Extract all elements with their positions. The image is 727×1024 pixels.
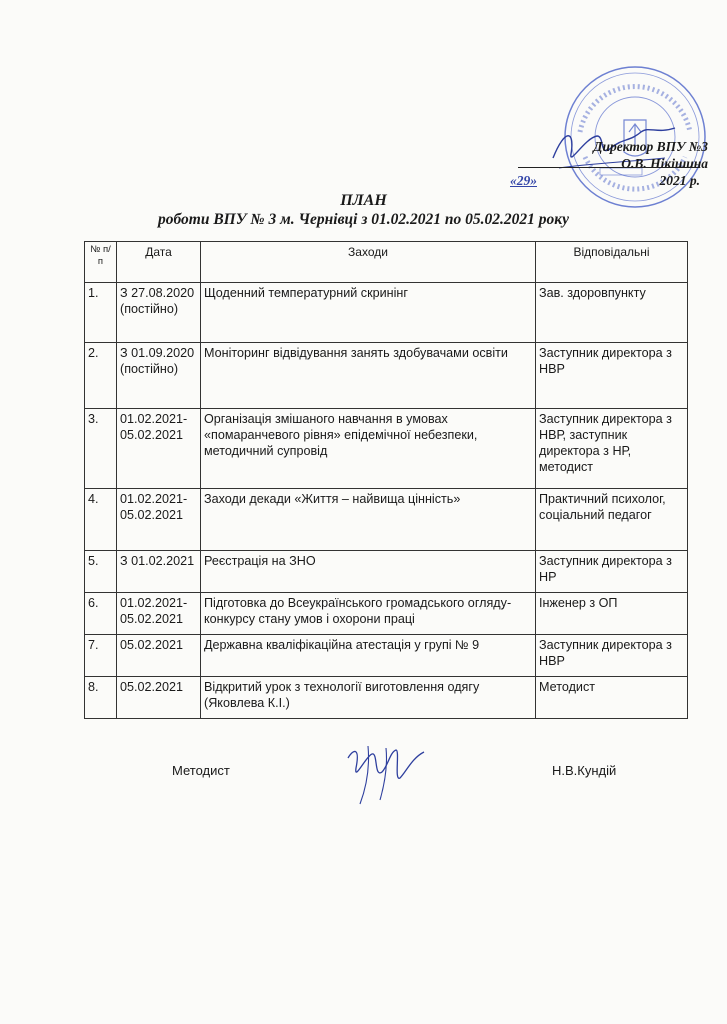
table-row — [85, 593, 688, 635]
row-date: 05.02.2021 — [117, 635, 201, 677]
header-date: Дата — [117, 242, 201, 283]
header-responsible: Відповідальні — [536, 242, 688, 283]
table-row — [85, 283, 688, 343]
row-date: З 27.08.2020 (постійно) — [117, 283, 201, 343]
row-responsible: Інженер з ОП — [536, 593, 688, 635]
header-number: № п/п — [85, 242, 117, 283]
approval-year: 2021 р. — [659, 173, 700, 188]
page-subtitle: роботи ВПУ № 3 м. Чернівці з 01.02.2021 по 05.02.2021 року — [158, 211, 569, 228]
row-date: 05.02.2021 — [117, 677, 201, 719]
row-responsible: Заступник директора з НР — [536, 551, 688, 593]
table-row — [85, 343, 688, 409]
row-number: 7. — [85, 635, 117, 677]
table-row — [85, 635, 688, 677]
approval-name: О.В. Нікішина — [621, 156, 708, 171]
row-date: 01.02.2021-05.02.2021 — [117, 593, 201, 635]
table-header-row — [85, 242, 688, 283]
table-row — [85, 409, 688, 489]
row-date: 01.02.2021-05.02.2021 — [117, 409, 201, 489]
table-row — [85, 677, 688, 719]
row-date: З 01.02.2021 — [117, 551, 201, 593]
row-number: 8. — [85, 677, 117, 719]
row-event: Підготовка до Всеукраїнського громадського огляду-конкурсу стану умов і охорони праці — [201, 593, 536, 635]
row-date: 01.02.2021-05.02.2021 — [117, 489, 201, 551]
approval-position: Директор ВПУ №3 — [593, 139, 708, 154]
row-responsible: Методист — [536, 677, 688, 719]
row-event: Організація змішаного навчання в умовах «помаранчевого рівня» епідемічної небезпеки, методичний супровід — [201, 409, 536, 489]
row-responsible: Практичний психолог, соціальний педагог — [536, 489, 688, 551]
row-number: 1. — [85, 283, 117, 343]
row-responsible: Зав. здоровпункту — [536, 283, 688, 343]
row-number: 6. — [85, 593, 117, 635]
row-number: 4. — [85, 489, 117, 551]
approval-block — [508, 138, 708, 188]
page-title: ПЛАН — [340, 192, 387, 209]
row-responsible: Заступник директора з НВР — [536, 343, 688, 409]
row-date: З 01.09.2020 (постійно) — [117, 343, 201, 409]
approval-date-line — [518, 167, 698, 168]
row-event: Відкритий урок з технології виготовлення одягу (Яковлева К.І.) — [201, 677, 536, 719]
approval-day: «29» — [510, 173, 537, 188]
row-event: Реєстрація на ЗНО — [201, 551, 536, 593]
row-event: Щоденний температурний скринінг — [201, 283, 536, 343]
table-row — [85, 489, 688, 551]
row-event: Моніторинг відвідування занять здобувачами освіти — [201, 343, 536, 409]
row-event: Державна кваліфікаційна атестація у групі № 9 — [201, 635, 536, 677]
header-event: Заходи — [201, 242, 536, 283]
row-responsible: Заступник директора з НВР, заступник директора з НР, методист — [536, 409, 688, 489]
footer-name: Н.В.Кундій — [552, 763, 617, 778]
row-number: 5. — [85, 551, 117, 593]
row-event: Заходи декади «Життя – найвища цінність» — [201, 489, 536, 551]
plan-table — [84, 241, 688, 719]
footer-role: Методист — [172, 763, 230, 778]
row-responsible: Заступник директора з НВР — [536, 635, 688, 677]
row-number: 3. — [85, 409, 117, 489]
table-row — [85, 551, 688, 593]
row-number: 2. — [85, 343, 117, 409]
methodist-signature — [338, 738, 438, 808]
